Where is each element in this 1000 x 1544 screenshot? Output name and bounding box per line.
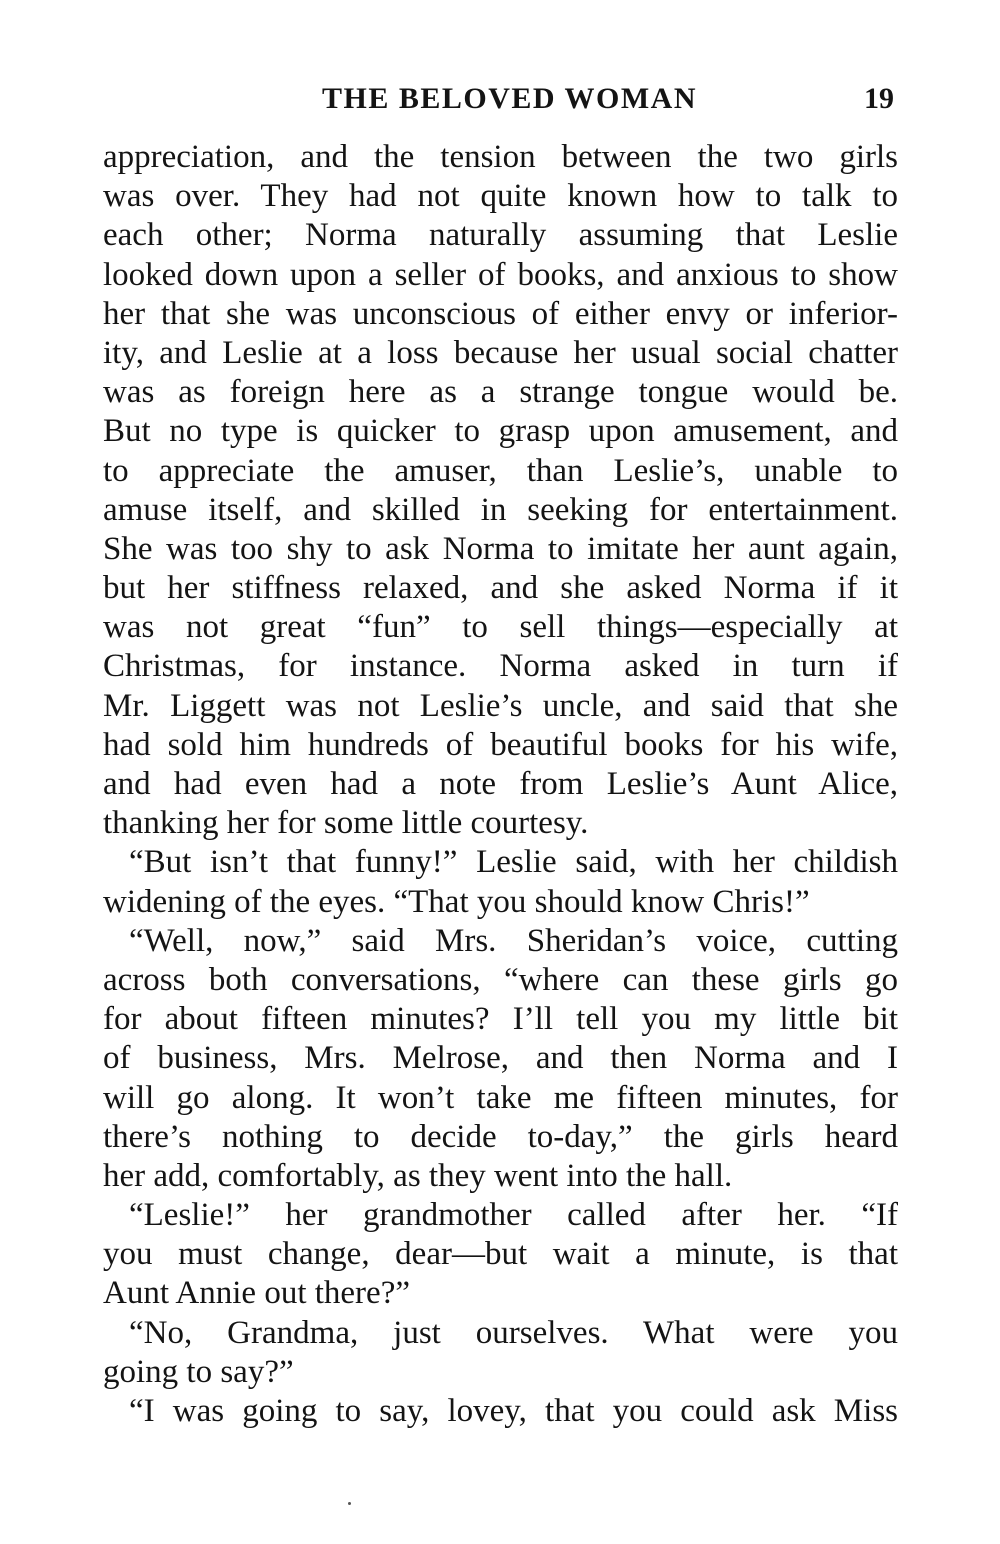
text-line: her that she was unconscious of either envy or inferior- bbox=[103, 295, 898, 332]
body-text bbox=[103, 138, 898, 1431]
text-line: across both conversations, “where can these girls go bbox=[103, 961, 898, 998]
text-line: amuse itself, and skilled in seeking for entertainment. bbox=[103, 491, 898, 528]
text-line: each other; Norma naturally assuming that Leslie bbox=[103, 217, 898, 254]
text-line: ity, and Leslie at a loss because her usual social chatter bbox=[103, 334, 898, 371]
page-number: 19 bbox=[864, 82, 894, 115]
print-speck bbox=[348, 1502, 351, 1505]
text-line: “I was going to say, lovey, that you could ask Miss bbox=[129, 1393, 898, 1429]
text-line: Mr. Liggett was not Leslie’s uncle, and said that she bbox=[103, 687, 898, 724]
text-line: appreciation, and the tension between the two girls bbox=[103, 139, 898, 175]
text-line: had sold him hundreds of beautiful books for his wife, bbox=[103, 726, 898, 763]
text-line: of business, Mrs. Melrose, and then Norma and I bbox=[103, 1040, 898, 1077]
text-line: “Leslie!” her grandmother called after her. “If bbox=[129, 1197, 898, 1234]
text-line: But no type is quicker to grasp upon amusement, and bbox=[103, 413, 898, 450]
text-line: “No, Grandma, just ourselves. What were you bbox=[129, 1314, 898, 1351]
running-title: THE BELOVED WOMAN bbox=[322, 82, 697, 115]
page-header bbox=[103, 78, 898, 128]
text-line: going to say?” bbox=[103, 1353, 294, 1390]
text-line: will go along. It won’t take me fifteen minutes, for bbox=[103, 1079, 898, 1116]
text-line: “But isn’t that funny!” Leslie said, with her childish bbox=[129, 844, 898, 881]
text-line: Christmas, for instance. Norma asked in turn if bbox=[103, 648, 898, 685]
text-line: was not great “fun” to sell things—especially at bbox=[103, 609, 898, 646]
text-line: was over. They had not quite known how to talk to bbox=[103, 178, 898, 215]
text-line: there’s nothing to decide to-day,” the girls heard bbox=[103, 1118, 898, 1155]
text-line: for about fifteen minutes? I’ll tell you my little bit bbox=[103, 1001, 898, 1038]
text-line: widening of the eyes. “That you should know Chris!” bbox=[103, 883, 810, 920]
text-line: to appreciate the amuser, than Leslie’s, unable to bbox=[103, 452, 898, 489]
text-line: She was too shy to ask Norma to imitate her aunt again, bbox=[103, 530, 898, 567]
text-line: was as foreign here as a strange tongue would be. bbox=[103, 374, 898, 411]
text-line: but her stiffness relaxed, and she asked Norma if it bbox=[103, 570, 898, 607]
text-line: her add, comfortably, as they went into the hall. bbox=[103, 1157, 733, 1194]
text-line: looked down upon a seller of books, and anxious to show bbox=[103, 256, 898, 293]
text-line: thanking her for some little courtesy. bbox=[103, 805, 589, 842]
text-line: you must change, dear—but wait a minute, is that bbox=[103, 1236, 898, 1273]
text-line: Aunt Annie out there?” bbox=[103, 1275, 410, 1312]
text-line: and had even had a note from Leslie’s Aunt Alice, bbox=[103, 766, 898, 802]
text-line: “Well, now,” said Mrs. Sheridan’s voice, cutting bbox=[129, 922, 898, 959]
